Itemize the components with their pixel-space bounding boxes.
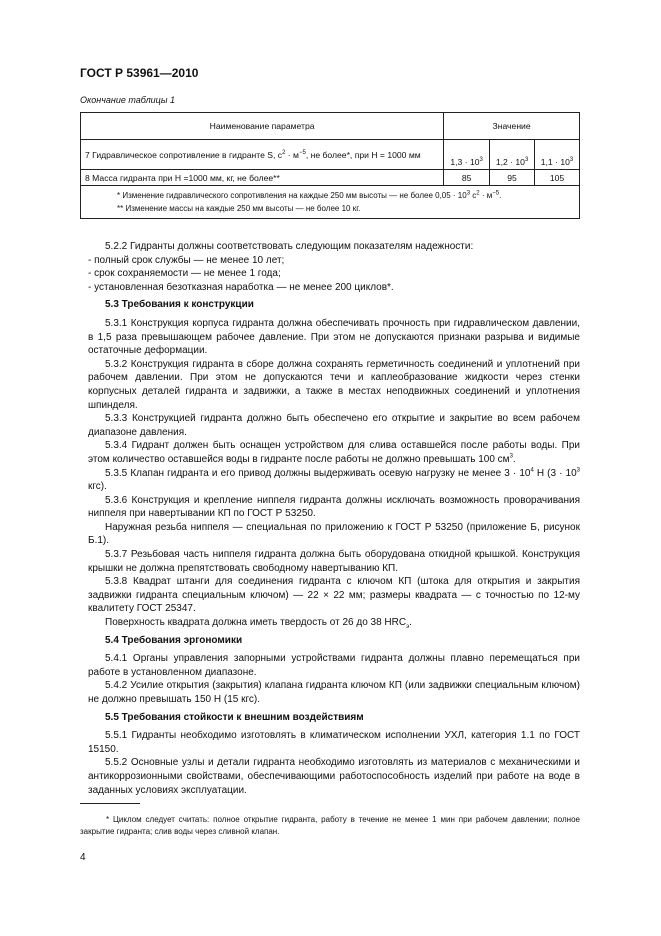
list-item: - полный срок службы — не менее 10 лет; bbox=[88, 254, 285, 266]
header-value: Значение bbox=[444, 113, 580, 140]
clause-5-4-2: 5.4.2 Усилие открытия (закрытия) клапана гидранта ключом КП (или задвижки специальным ключом) не должно превышать 150 Н (15 кгс). bbox=[88, 680, 580, 705]
clause-5-3-5: 5.3.5 Клапан гидранта и его привод должны выдерживать осевую нагрузку не менее $3 \cdot 10^4$ Н ($3 \cdot 10^3$ кгс). bbox=[88, 467, 580, 493]
row7-parameter: 7 Гидравлическое сопротивление в гидранте S, $с^2 \cdot м^{-5}$, не более*, при Н = 1000 мм bbox=[81, 140, 444, 170]
clause-5-3-8-hardness: Поверхность квадрата должна иметь твердость от 26 до 38 $HRC_э$. bbox=[105, 617, 412, 631]
section-heading-5-3: 5.3 Требования к конструкции bbox=[105, 299, 254, 311]
section-heading-5-5: 5.5 Требования стойкости к внешним воздействиям bbox=[105, 711, 364, 723]
row7-value-1: $1,3 \cdot 10^3$ bbox=[444, 140, 490, 170]
table-note-2: ** Изменение массы на каждые 250 мм высоты — не более 10 кг. bbox=[117, 204, 361, 213]
document-code-header: ГОСТ Р 53961—2010 bbox=[80, 66, 199, 80]
row8-value-1: 85 bbox=[444, 170, 490, 186]
document-body bbox=[88, 240, 580, 797]
clause-5-3-6: 5.3.6 Конструкция и крепление ниппеля гидранта должны исключать возможность проворачивания ниппеля при навертывании КП по ГОСТ Р 53250. bbox=[88, 494, 580, 520]
header-parameter-name: Наименование параметра bbox=[81, 113, 444, 140]
table-row bbox=[81, 140, 580, 170]
clause-5-3-7: 5.3.7 Резьбовая часть ниппеля гидранта должна быть оборудована откидной крышкой. Конструкция крышки не должна препятствовать свободному навертыванию КП. bbox=[88, 549, 580, 574]
table-caption: Окончание таблицы 1 bbox=[80, 95, 175, 105]
list-item: - установленная безотказная наработка — не менее 200 циклов*. bbox=[88, 281, 394, 293]
table-header-row bbox=[81, 113, 580, 140]
footnote-divider bbox=[80, 803, 140, 804]
section-heading-5-4: 5.4 Требования эргономики bbox=[105, 634, 243, 646]
parameters-table bbox=[80, 112, 580, 219]
clause-5-2-2: 5.2.2 Гидранты должны соответствовать следующим показателям надежности: bbox=[105, 241, 474, 252]
table-note-1: * Изменение гидравлического сопротивления на каждые 250 мм высоты — не более $0,05 \cdot 10^3$ $с^2 \cdot м^{-5}$. bbox=[117, 190, 502, 200]
table-row bbox=[81, 170, 580, 186]
row7-value-3: $1,1 \cdot 10^3$ bbox=[535, 140, 580, 170]
clause-5-3-3: 5.3.3 Конструкцией гидранта должно быть обеспечено его открытие и закрытие во всем рабочем диапазоне давления. bbox=[88, 413, 580, 438]
clause-5-3-2: 5.3.2 Конструкция гидранта в сборе должна сохранять герметичность соединений и уплотнений при рабочем давлении. При этом не допускаются течи и каплеобразование жидкости через стенки корпусных деталей гидранта и задвижки, а также в местах неподвижных соединений и уплотнения шпинделя. bbox=[88, 358, 580, 411]
clause-5-4-1: 5.4.1 Органы управления запорными устройствами гидранта должны плавно перемещаться при работе в установленном диапазоне. bbox=[88, 653, 580, 678]
row8-value-3: 105 bbox=[535, 170, 580, 186]
clause-5-5-1: 5.5.1 Гидранты необходимо изготовлять в климатическом исполнении УХЛ, категория 1.1 по ГОСТ 15150. bbox=[88, 730, 580, 755]
clause-5-3-1: 5.3.1 Конструкция корпуса гидранта должна обеспечивать прочность при гидравлическом давлении, в 1,5 раза превышающем рабочее давление. При этом не допускаются признаки разрыва и видимые остаточные деформации. bbox=[88, 317, 580, 357]
row8-value-2: 95 bbox=[490, 170, 535, 186]
page-number: 4 bbox=[80, 852, 86, 863]
clause-5-5-2: 5.5.2 Основные узлы и детали гидранта необходимо изготовлять из материалов с механическими и антикоррозионными свойствами, обеспечивающими работоспособность изделий при работе на воде в заданных условиях эксплуатации. bbox=[88, 757, 580, 796]
list-item: - срок сохраняемости — не менее 1 года; bbox=[88, 268, 281, 280]
clause-5-3-4: 5.3.4 Гидрант должен быть оснащен устройством для слива оставшейся после работы воды. При этом количество оставшейся воды в гидранте после работы не должно превышать 100 $см^3$. bbox=[88, 440, 580, 465]
footnote: * Циклом следует считать: полное открытие гидранта, работу в течение не менее 1 мин при рабочем давлении; полное закрытие гидранта; слив воды через сливной клапан. bbox=[80, 815, 580, 836]
row8-parameter: 8 Масса гидранта при Н =1000 мм, кг, не более** bbox=[81, 170, 444, 186]
row7-value-2: $1,2 \cdot 10^3$ bbox=[490, 140, 535, 170]
table-notes bbox=[81, 186, 580, 219]
clause-5-3-8: 5.3.8 Квадрат штанги для соединения гидранта с ключом КП (штока для открытия и закрытия задвижки гидранта специальным ключом) — 22 × 22 мм; размеры квадрата — с точностью по 12-му квалитету ГОСТ 25347. bbox=[88, 576, 580, 615]
table-notes-row bbox=[81, 186, 580, 219]
clause-5-3-6-thread: Наружная резьба ниппеля — специальная по приложению к ГОСТ Р 53250 (приложение Б, рисунок Б.1). bbox=[88, 521, 580, 547]
